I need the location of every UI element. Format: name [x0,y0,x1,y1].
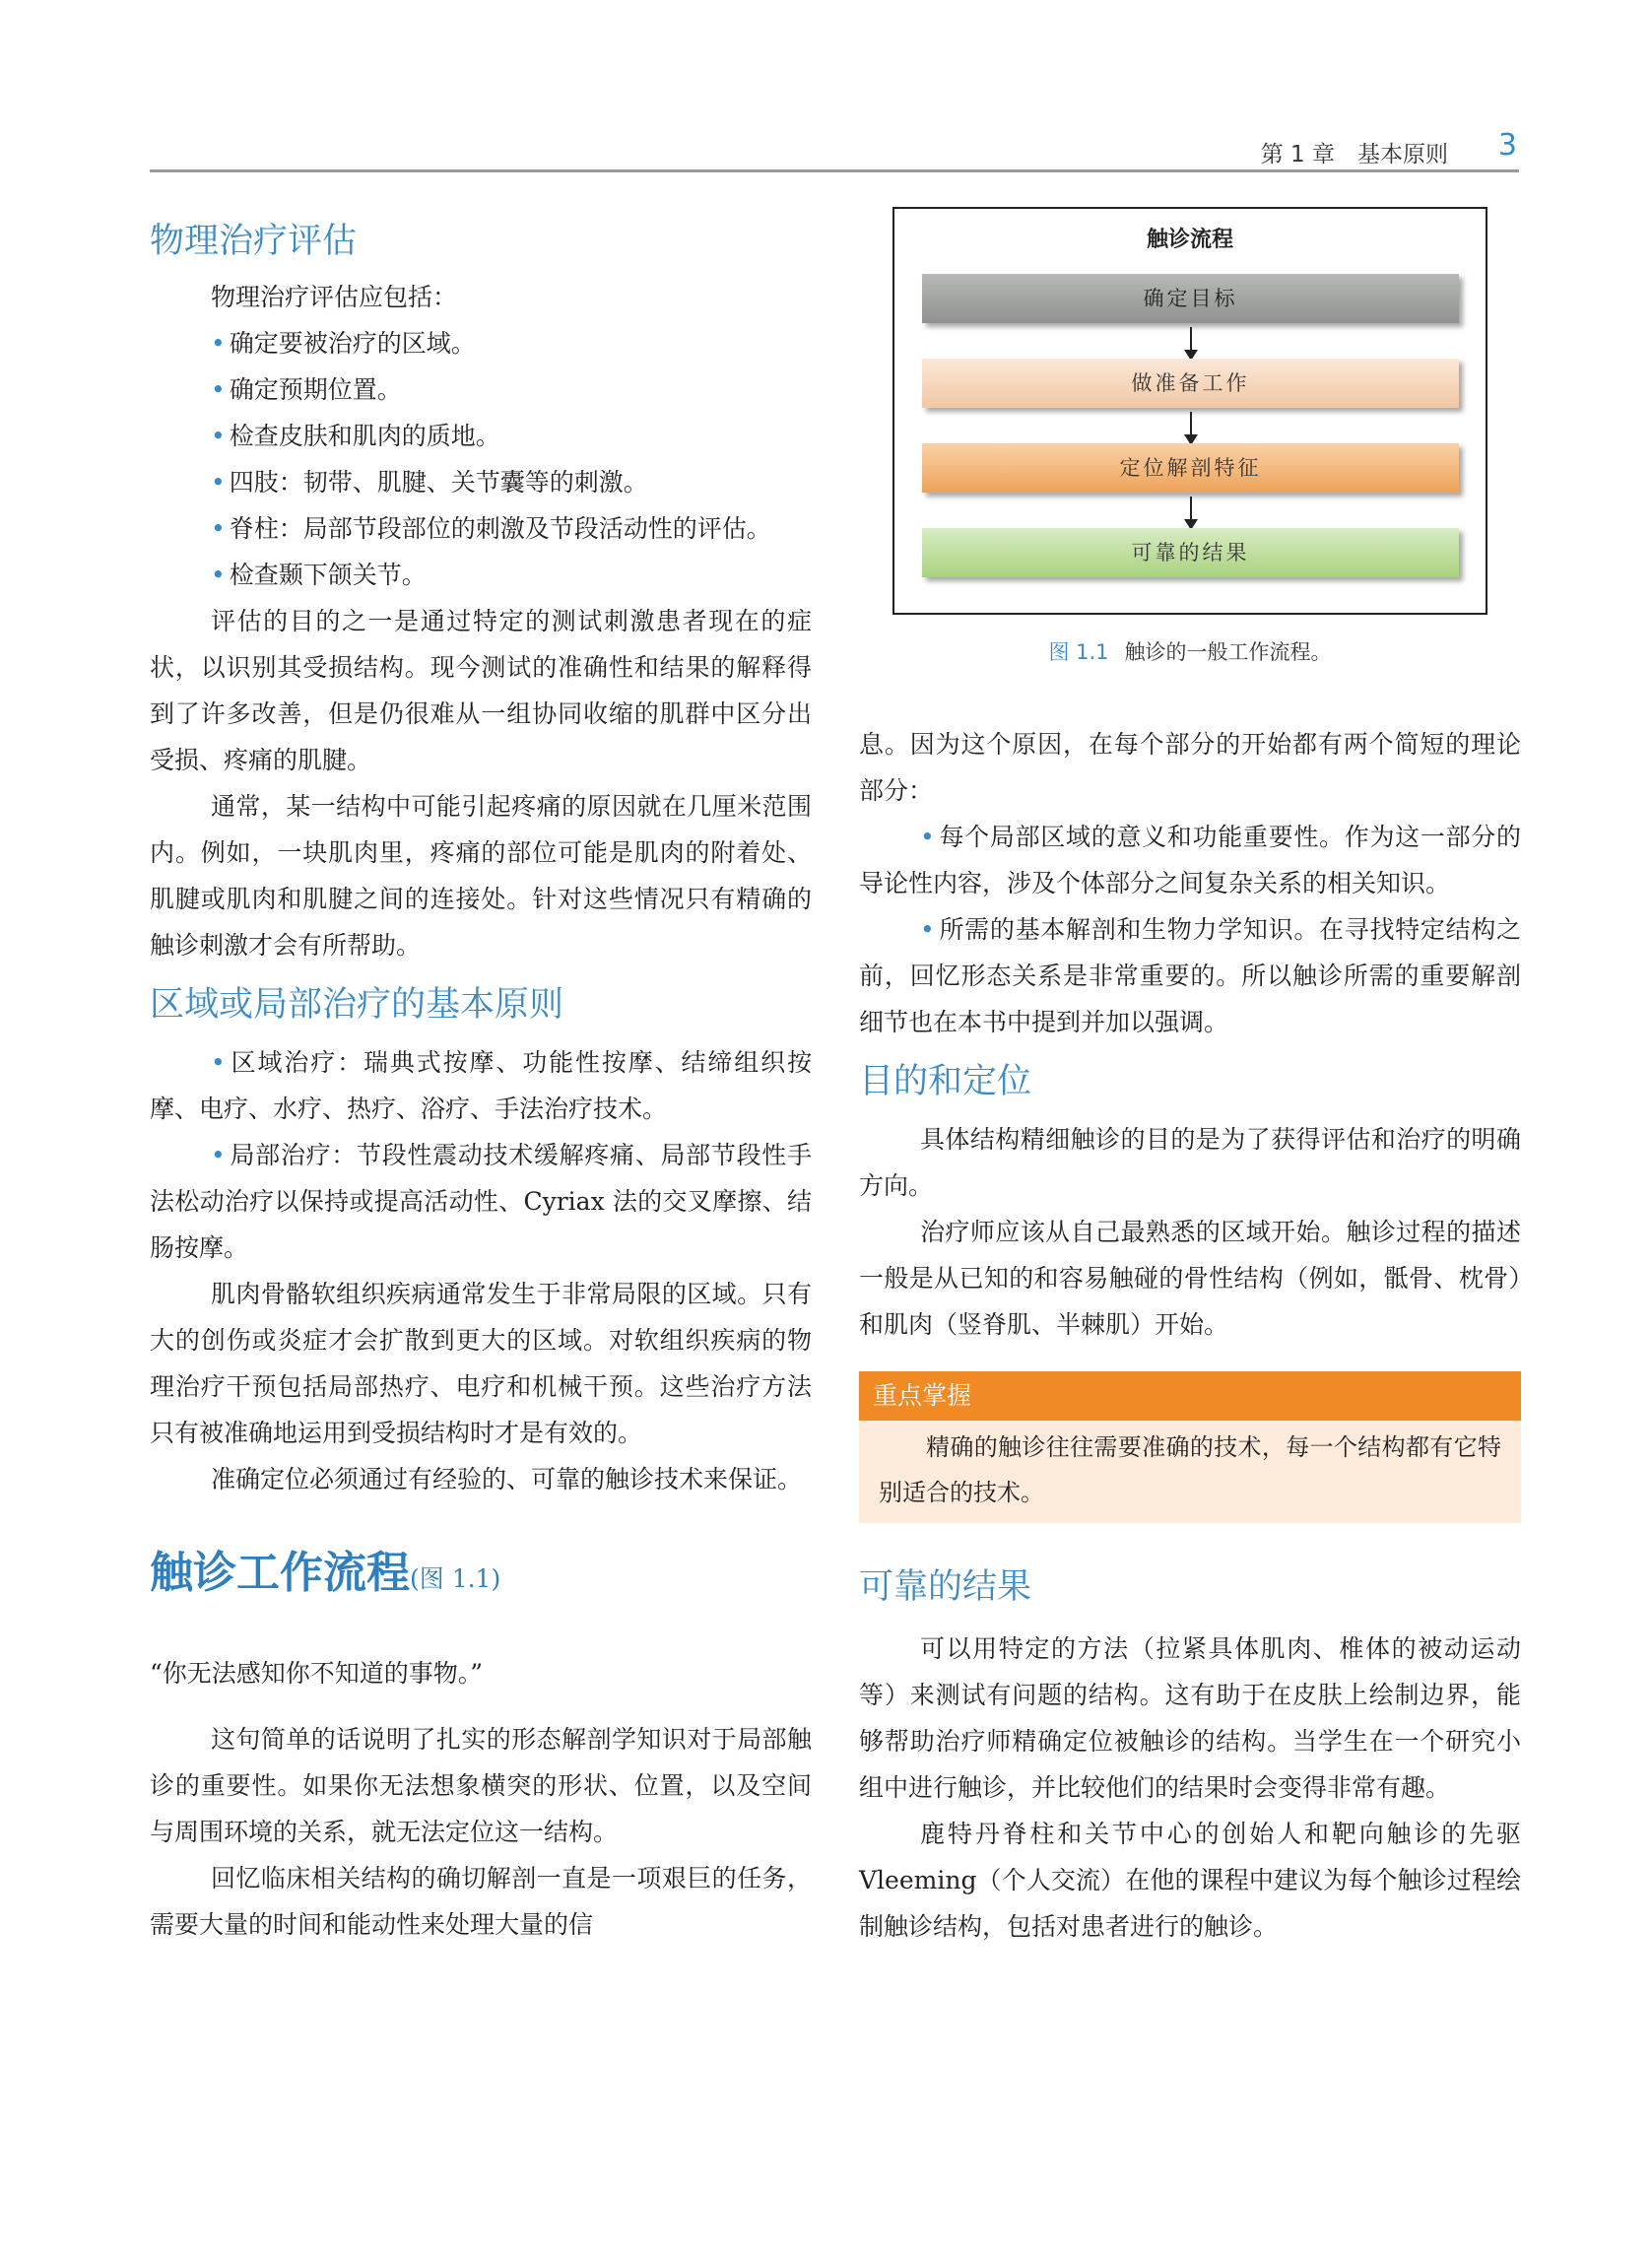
paragraph: 评估的目的之一是通过特定的测试刺激患者现在的症状，以识别其受损结构。现今测试的准确性和结果的解释得到了许多改善，但是仍很难从一组协同收缩的肌群中区分出受损、疼痛的肌腱。 [150,607,812,774]
figure-title: 触诊流程 [1146,228,1233,252]
quote: “你无法感知你不知道的事物。” [150,1659,484,1688]
paragraph: 肌肉骨骼软组织疾病通常发生于非常局限的区域。只有大的创伤或炎症才会扩散到更大的区域。对软组织疾病的物理治疗干预包括局部热疗、电疗和机械干预。这些治疗方法只有被准确地运用到受损结构时才是有效的。 [150,1280,812,1447]
bullet-icon: • [211,561,226,589]
paragraph: 通常，某一结构中可能引起疼痛的原因就在几厘米范围内。例如，一块肌肉里，疼痛的部位可能是肌肉的附着处、肌腱或肌肉和肌腱之间的连接处。针对这些情况只有精确的触诊刺激才会有所帮助。 [150,792,812,960]
heading-workflow: 触诊工作流程(图 1.1) [150,1548,501,1598]
flowchart-figure [892,207,1487,615]
paragraph: 具体结构精细触诊的目的是为了获得评估和治疗的明确方向。 [859,1125,1521,1200]
chapter-title: 第 1 章 基本原则 [1260,142,1448,167]
left-column [150,217,812,1948]
bullet-icon: • [211,422,226,450]
figure-reference: (图 1.1) [410,1564,501,1593]
paragraph: 息。因为这个原因，在每个部分的开始都有两个简短的理论部分： [859,730,1521,805]
bullet-icon: • [211,514,226,543]
list-item: • 确定要被治疗的区域。 [211,329,476,358]
bullet-icon: • [211,468,226,497]
paragraph: 准确定位必须通过有经验的、可靠的触诊技术来保证。 [211,1465,803,1494]
principle-item: • 局部治疗：节段性震动技术缓解疼痛、局部节段性手法松动治疗以保持或提高活动性、Cyriax 法的交叉摩擦、结肠按摩。 [150,1141,812,1262]
paragraph: 可以用特定的方法（拉紧具体肌肉、椎体的被动运动等）来测试有问题的结构。这有助于在皮肤上绘制边界，能够帮助治疗师精确定位被触诊的结构。当学生在一个研究小组中进行触诊，并比较他们的结果时会变得非常有趣。 [859,1634,1521,1802]
list-item: • 确定预期位置。 [211,375,402,404]
key-point-box [859,1371,1521,1523]
flow-step-4: 可靠的结果 [922,528,1459,577]
list-item: • 检查皮肤和肌肉的质地。 [211,422,500,450]
flow-step-3: 定位解剖特征 [922,443,1459,493]
assessment-list [150,320,812,598]
paragraph: 回忆临床相关结构的确切解剖一直是一项艰巨的任务，需要大量的时间和能动性来处理大量的信 [150,1864,812,1939]
caption-text: 触诊的一般工作流程。 [1124,640,1332,664]
list-item: • 脊柱：局部节段部位的刺激及节段活动性的评估。 [211,514,771,543]
paragraph: 鹿特丹脊柱和关节中心的创始人和靶向触诊的先驱 Vleeming（个人交流）在他的课程中建议为每个触诊过程绘制触诊结构，包括对患者进行的触诊。 [859,1820,1521,1941]
bullet-paragraph: • 每个局部区域的意义和功能重要性。作为这一部分的导论性内容，涉及个体部分之间复杂关系的相关知识。 [859,823,1521,897]
arrow-down-icon [1190,327,1192,351]
list-item: • 检查颞下颌关节。 [211,561,427,589]
bullet-icon: • [211,1141,226,1169]
paragraph: 这句简单的话说明了扎实的形态解剖学知识对于局部触诊的重要性。如果你无法想象横突的形状、位置，以及空间与周围环境的关系，就无法定位这一结构。 [150,1725,812,1846]
paragraph: 治疗师应该从自己最熟悉的区域开始。触诊过程的描述一般是从已知的和容易触碰的骨性结构（例如，骶骨、枕骨）和肌肉（竖脊肌、半棘肌）开始。 [859,1218,1521,1339]
caption-label: 图 1.1 [1048,640,1109,664]
bullet-icon: • [211,329,226,358]
right-column [859,207,1521,1950]
assessment-intro: 物理治疗评估应包括： [211,283,458,311]
heading-results: 可靠的结果 [859,1567,1032,1607]
page-number: 3 [1497,128,1517,163]
bullet-icon: • [920,915,935,944]
list-item: • 四肢：韧带、肌腱、关节囊等的刺激。 [211,468,648,497]
principle-item: • 区域治疗：瑞典式按摩、功能性按摩、结缔组织按摩、电疗、水疗、热疗、浴疗、手法治疗技术。 [150,1048,812,1123]
bullet-icon: • [920,823,935,851]
bullet-icon: • [211,375,226,404]
heading-assessment: 物理治疗评估 [150,222,358,261]
flow-step-1: 确定目标 [922,274,1459,323]
bullet-paragraph: • 所需的基本解剖和生物力学知识。在寻找特定结构之前，回忆形态关系是非常重要的。所以触诊所需的重要解剖细节也在本书中提到并加以强调。 [859,915,1521,1036]
running-head [150,128,1519,167]
figure-caption [859,636,1521,666]
heading-principles: 区域或局部治疗的基本原则 [150,985,564,1025]
key-point-title: 重点掌握 [859,1371,1521,1421]
bullet-icon: • [211,1048,226,1077]
header-rule [150,169,1519,172]
flow-step-2: 做准备工作 [922,359,1459,408]
key-point-text: 精确的触诊往往需要准确的技术，每一个结构都有它特别适合的技术。 [859,1421,1521,1523]
heading-purpose: 目的和定位 [859,1062,1032,1101]
arrow-down-icon [1190,497,1192,520]
arrow-down-icon [1190,412,1192,435]
